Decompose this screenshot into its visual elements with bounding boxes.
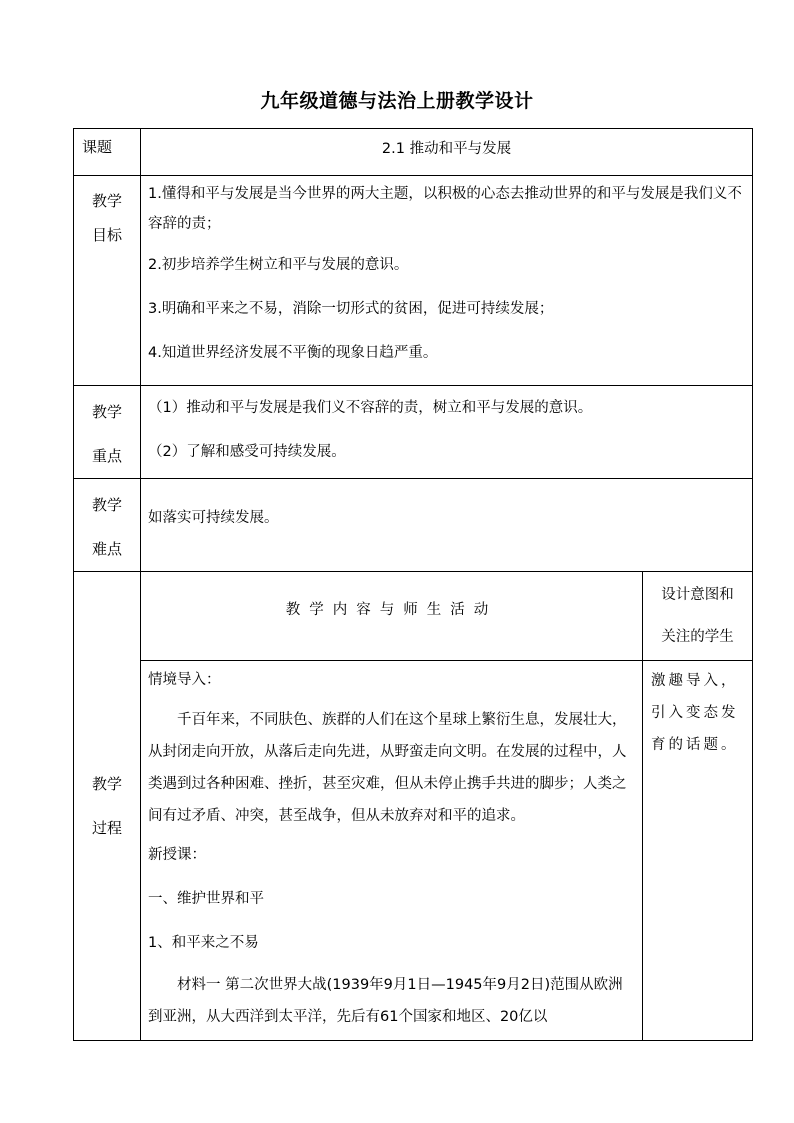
- difficulties-content: 如落实可持续发展。: [141, 479, 753, 572]
- objectives-content: [141, 176, 753, 386]
- side-header: [643, 572, 753, 661]
- key-points-label-line2: 重点: [91, 447, 122, 465]
- difficulties-row: [74, 479, 753, 572]
- topic-value: 2.1 推动和平与发展: [141, 129, 753, 176]
- difficulties-label-line1: 教学: [91, 496, 122, 514]
- new-lesson-heading: 新授课：: [148, 847, 206, 863]
- process-label: [74, 572, 141, 1041]
- objectives-row: [74, 176, 753, 386]
- key-point-item: （2）了解和感受可持续发展。: [148, 444, 346, 460]
- process-header-row: [74, 572, 753, 661]
- objective-item: 1.懂得和平与发展是当今世界的两大主题，以积极的心态去推动世界的和平与发展是我们义不容辞的责；: [148, 186, 742, 232]
- subsection-one-heading: 1、和平来之不易: [148, 935, 259, 951]
- intro-paragraph: 千百年来，不同肤色、族群的人们在这个星球上繁衍生息，发展壮大，从封闭走向开放，从落后走向先进，从野蛮走向文明。在发展的过程中，人类遇到过各种困难、挫折，甚至灾难，但从未停止携手共进的脚步；人类之间有过矛盾、冲突，甚至战争，但从未放弃对和平的追求。: [148, 712, 627, 824]
- side-note: 激趣导入，引入变态发育的话题。: [643, 661, 753, 1041]
- key-points-label-line1: 教学: [91, 403, 122, 421]
- material-one: 材料一 第二次世界大战(1939年9月1日—1945年9月2日)范围从欧洲到亚洲，从大西洋到太平洋，先后有61个国家和地区、20亿以: [148, 977, 623, 1025]
- objective-item: 4.知道世界经济发展不平衡的现象日趋严重。: [148, 345, 438, 361]
- side-header-line1: 设计意图和: [661, 587, 734, 603]
- process-content-row: [74, 661, 753, 1041]
- process-label-line2: 过程: [91, 819, 122, 837]
- objective-item: 3.明确和平来之不易，消除一切形式的贫困，促进可持续发展；: [148, 301, 554, 317]
- objectives-label-line2: 目标: [91, 226, 122, 244]
- key-points-row: [74, 386, 753, 479]
- key-point-item: （1）推动和平与发展是我们义不容辞的责，树立和平与发展的意识。: [148, 400, 593, 416]
- key-points-label: [74, 386, 141, 479]
- document-title: 九年级道德与法治上册教学设计: [260, 90, 534, 112]
- process-content: [141, 661, 643, 1041]
- objective-item: 2.初步培养学生树立和平与发展的意识。: [148, 257, 409, 273]
- content-header: 教学内容与师生活动: [141, 572, 643, 661]
- objectives-label-line1: 教学: [91, 192, 122, 210]
- difficulties-label: [74, 479, 141, 572]
- key-points-content: [141, 386, 753, 479]
- process-label-line1: 教学: [91, 775, 122, 793]
- difficulties-label-line2: 难点: [91, 540, 122, 558]
- topic-label: 课题: [74, 129, 141, 176]
- lesson-plan-table: [73, 128, 753, 1041]
- topic-row: [74, 129, 753, 176]
- intro-heading: 情境导入：: [148, 672, 221, 688]
- objectives-label: [74, 176, 141, 386]
- section-one-heading: 一、维护世界和平: [148, 891, 264, 907]
- side-header-line2: 关注的学生: [661, 629, 734, 645]
